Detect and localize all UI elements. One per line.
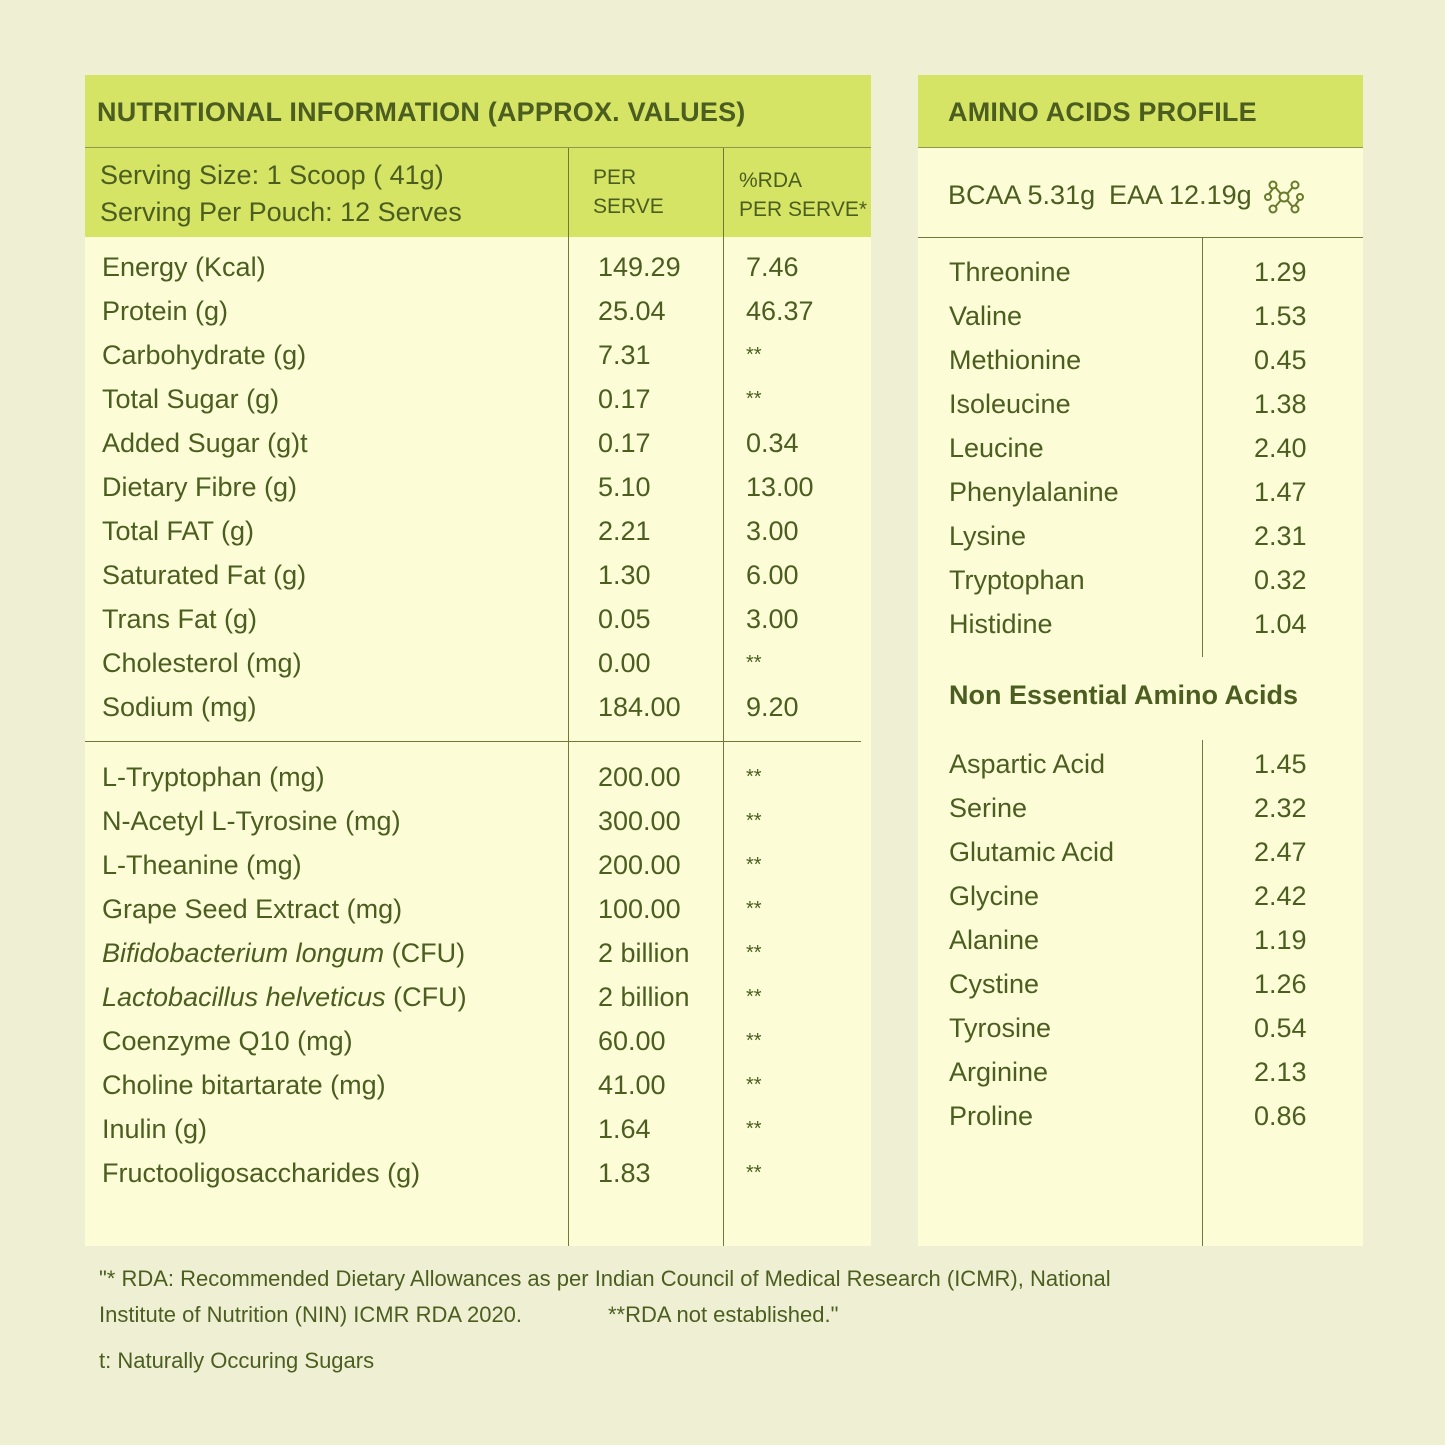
amino-name: Tyrosine bbox=[949, 1013, 1052, 1043]
nutrient-value: 1.83 bbox=[598, 1158, 651, 1188]
amino-value: 1.53 bbox=[1254, 301, 1307, 331]
nutrient-value: 184.00 bbox=[598, 692, 681, 722]
amino-name: Tryptophan bbox=[949, 565, 1085, 595]
amino-value: 2.40 bbox=[1254, 433, 1307, 463]
nutrient-rda: ** bbox=[746, 1162, 762, 1184]
nutrient-name: Sodium (mg) bbox=[102, 692, 257, 722]
amino-value: 1.26 bbox=[1254, 969, 1307, 999]
nutrient-rda: ** bbox=[746, 1030, 762, 1052]
nutrient-name: Inulin (g) bbox=[102, 1114, 208, 1144]
amino-value: 1.45 bbox=[1254, 749, 1307, 779]
nutrient-value: 149.29 bbox=[598, 252, 681, 282]
nutrient-value: 60.00 bbox=[598, 1026, 666, 1056]
nutrient-name: Choline bitartarate (mg) bbox=[102, 1070, 386, 1100]
nutrient-value: 2.21 bbox=[598, 516, 651, 546]
nutrient-name-italic: Bifidobacterium longum bbox=[102, 938, 385, 968]
amino-value: 0.54 bbox=[1254, 1013, 1307, 1043]
nutrient-name: Grape Seed Extract (mg) bbox=[102, 894, 403, 924]
molecule-icon bbox=[1264, 177, 1304, 217]
nutrient-value: 1.30 bbox=[598, 560, 651, 590]
col-header-per-serve: PER SERVE* bbox=[739, 198, 867, 221]
nutrient-rda: 6.00 bbox=[746, 560, 799, 590]
amino-value: 1.38 bbox=[1254, 389, 1307, 419]
nutrient-rda: ** bbox=[746, 1118, 762, 1140]
amino-name: Glutamic Acid bbox=[949, 837, 1115, 867]
amino-value: 2.32 bbox=[1254, 793, 1307, 823]
amino-panel bbox=[918, 75, 1363, 1246]
nutrient-rda: 3.00 bbox=[746, 604, 799, 634]
nutrient-rda: 3.00 bbox=[746, 516, 799, 546]
nutrient-name: Added Sugar (g)t bbox=[102, 428, 308, 458]
nutrient-name: Cholesterol (mg) bbox=[102, 648, 302, 678]
amino-name: Lysine bbox=[949, 521, 1027, 551]
amino-value: 1.19 bbox=[1254, 925, 1307, 955]
nutrient-name-italic: Lactobacillus helveticus bbox=[102, 982, 386, 1012]
nutrient-rda: ** bbox=[746, 854, 762, 876]
amino-value: 0.86 bbox=[1254, 1101, 1307, 1131]
nutrient-name: Energy (Kcal) bbox=[102, 252, 266, 282]
nutrient-value: 200.00 bbox=[598, 762, 681, 792]
amino-name: Valine bbox=[949, 301, 1023, 331]
amino-name: Serine bbox=[949, 793, 1028, 823]
amino-name: Isoleucine bbox=[949, 389, 1071, 419]
footnote-not-established: **RDA not established." bbox=[608, 1302, 839, 1327]
nutrient-name bbox=[102, 981, 467, 1013]
column-divider bbox=[568, 148, 569, 1246]
nutrient-name: Carbohydrate (g) bbox=[102, 340, 307, 370]
amino-name: Phenylalanine bbox=[949, 477, 1119, 507]
section-divider bbox=[918, 237, 1363, 238]
nutrition-panel bbox=[85, 75, 871, 1246]
amino-value: 1.29 bbox=[1254, 257, 1307, 287]
serving-per-pouch: Serving Per Pouch: 12 Serves bbox=[100, 197, 462, 227]
nutrient-value: 100.00 bbox=[598, 894, 681, 924]
nutrient-rda: ** bbox=[746, 652, 762, 674]
column-divider bbox=[1202, 237, 1203, 657]
nutrient-value: 1.64 bbox=[598, 1114, 651, 1144]
footnote-rda: "* RDA: Recommended Dietary Allowances as per Indian Council of Medical Research (ICMR), National bbox=[99, 1266, 1111, 1291]
amino-value: 2.47 bbox=[1254, 837, 1307, 867]
nutrient-rda: ** bbox=[746, 810, 762, 832]
col-header-per: PER bbox=[593, 166, 637, 189]
amino-value: 0.32 bbox=[1254, 565, 1307, 595]
amino-name: Arginine bbox=[949, 1057, 1049, 1087]
non-essential-title: Non Essential Amino Acids bbox=[949, 680, 1299, 710]
amino-value: 1.47 bbox=[1254, 477, 1307, 507]
nutrient-rda: 7.46 bbox=[746, 252, 799, 282]
serving-size: Serving Size: 1 Scoop ( 41g) bbox=[100, 160, 444, 190]
nutrient-name: Total FAT (g) bbox=[102, 516, 255, 546]
nutrient-rda: ** bbox=[746, 986, 762, 1008]
nutrient-name: Trans Fat (g) bbox=[102, 604, 258, 634]
divider bbox=[918, 147, 1363, 148]
nutrient-rda: ** bbox=[746, 388, 762, 410]
amino-name: Methionine bbox=[949, 345, 1082, 375]
nutrient-rda: 13.00 bbox=[746, 472, 814, 502]
col-header-rda: %RDA bbox=[739, 169, 803, 192]
nutrient-name: L-Theanine (mg) bbox=[102, 850, 302, 880]
amino-name: Threonine bbox=[949, 257, 1071, 287]
amino-name: Cystine bbox=[949, 969, 1040, 999]
nutrient-name bbox=[102, 937, 465, 969]
nutrient-value: 300.00 bbox=[598, 806, 681, 836]
nutrient-rda: 46.37 bbox=[746, 296, 814, 326]
amino-name: Leucine bbox=[949, 433, 1044, 463]
nutrient-rda: ** bbox=[746, 344, 762, 366]
amino-name: Aspartic Acid bbox=[949, 749, 1106, 779]
amino-name: Proline bbox=[949, 1101, 1034, 1131]
nutrient-value: 0.17 bbox=[598, 384, 651, 414]
nutrient-name: Saturated Fat (g) bbox=[102, 560, 307, 590]
section-divider bbox=[85, 741, 861, 742]
nutrient-value: 2 billion bbox=[598, 982, 690, 1012]
nutrient-name-suffix: (CFU) bbox=[385, 982, 467, 1012]
nutrient-value: 0.00 bbox=[598, 648, 651, 678]
nutrient-rda: 0.34 bbox=[746, 428, 799, 458]
col-header-serve: SERVE bbox=[593, 195, 664, 218]
nutrient-name: N-Acetyl L-Tyrosine (mg) bbox=[102, 806, 401, 836]
amino-value: 1.04 bbox=[1254, 609, 1307, 639]
nutrient-rda: ** bbox=[746, 1074, 762, 1096]
nutrient-value: 5.10 bbox=[598, 472, 651, 502]
nutrient-name: Protein (g) bbox=[102, 296, 229, 326]
nutrient-value: 200.00 bbox=[598, 850, 681, 880]
amino-value: 2.42 bbox=[1254, 881, 1307, 911]
column-divider bbox=[1202, 740, 1203, 1246]
nutrient-rda: 9.20 bbox=[746, 692, 799, 722]
nutrition-title: NUTRITIONAL INFORMATION (APPROX. VALUES) bbox=[97, 97, 746, 127]
nutrient-value: 0.05 bbox=[598, 604, 651, 634]
nutrient-name: L-Tryptophan (mg) bbox=[102, 762, 325, 792]
footnote-sugars: t: Naturally Occuring Sugars bbox=[99, 1348, 375, 1373]
nutrient-rda: ** bbox=[746, 898, 762, 920]
amino-value: 2.13 bbox=[1254, 1057, 1307, 1087]
nutrient-rda: ** bbox=[746, 766, 762, 788]
bcaa-value: BCAA 5.31g bbox=[948, 180, 1096, 210]
nutrient-value: 7.31 bbox=[598, 340, 651, 370]
amino-value: 2.31 bbox=[1254, 521, 1307, 551]
nutrient-name-suffix: (CFU) bbox=[384, 938, 466, 968]
nutrient-value: 0.17 bbox=[598, 428, 651, 458]
amino-title: AMINO ACIDS PROFILE bbox=[948, 97, 1257, 127]
nutrient-name: Coenzyme Q10 (mg) bbox=[102, 1026, 353, 1056]
nutrient-name: Fructooligosaccharides (g) bbox=[102, 1158, 421, 1188]
amino-value: 0.45 bbox=[1254, 345, 1307, 375]
nutrient-value: 25.04 bbox=[598, 296, 666, 326]
amino-name: Histidine bbox=[949, 609, 1053, 639]
eaa-value: EAA 12.19g bbox=[1109, 180, 1252, 210]
nutrient-rda: ** bbox=[746, 942, 762, 964]
amino-name: Glycine bbox=[949, 881, 1040, 911]
nutrient-name: Total Sugar (g) bbox=[102, 384, 280, 414]
amino-name: Alanine bbox=[949, 925, 1040, 955]
footnote-nin: Institute of Nutrition (NIN) ICMR RDA 2020. bbox=[99, 1302, 523, 1327]
column-divider bbox=[723, 148, 724, 1246]
nutrient-value: 2 billion bbox=[598, 938, 690, 968]
nutrient-name: Dietary Fibre (g) bbox=[102, 472, 298, 502]
nutrient-value: 41.00 bbox=[598, 1070, 666, 1100]
